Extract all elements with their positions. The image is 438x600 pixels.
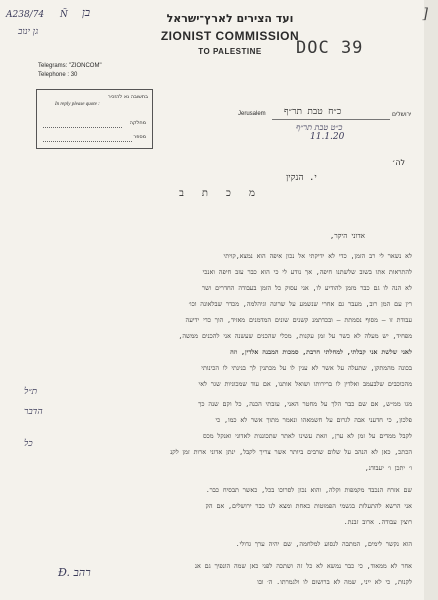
body-line: אני הרשא להתעלות בגשמי הפמוטות כאחת ומצא לנו כבר ירושלים, אם הק: [205, 502, 412, 510]
city-english: Jerusalem: [238, 111, 266, 117]
margin-note: כל: [24, 439, 33, 449]
handwritten-hebrew-top: בן: [82, 6, 91, 19]
reply-reference-box: [36, 89, 153, 149]
body-line: רוצין עבודה. ארוב זבנת.: [343, 518, 412, 526]
typed-date: כ״ח טבת תר״ף: [284, 107, 342, 117]
body-line: לאני שלשת אני קבלתי, למחלתי חרבת, סמכות המבנה אלדין, וזה: [230, 348, 412, 356]
reply-field-number: מספר: [133, 134, 146, 140]
body-line: מגו ממ״ש, אם שם כבר הלך על מחטר האני, עזבתי הכנה, כל וקם שנה כך: [198, 400, 412, 408]
telegrams-line: Telegrams: "ZIONCOM": [38, 63, 102, 69]
reply-dotted-line: [43, 127, 122, 128]
body-line: רין עם המן רוב, מעבר גם אחרי שנשמע על שרונה וגיהלמה, מכדר שבלאונה וכו׳: [188, 300, 412, 308]
city-hebrew: ירושלים: [392, 111, 412, 118]
telephone-line: Telephone : 30: [38, 72, 78, 78]
body-line: ו׳ יתכן ו׳ יעבודנ,: [364, 464, 412, 472]
body-line: לקבל ממדים על זמן לא ערן, וזאת עשינו לאתר שתכוננות לאדוני ואנקל מכס: [202, 432, 412, 440]
body-line: פלכון, כי חדעני אבה לגרום על חשמאהו ונאמר מתוך אשר לא כמו, כי: [215, 416, 412, 424]
reply-dotted-line: [43, 141, 132, 142]
letterhead-english-sub: TO PALESTINE: [198, 47, 262, 56]
handwritten-date: 11.1.20: [310, 132, 345, 142]
body-line: אחר לא ממאוד, כי כבר נמשא לא כל זה ושתכה לפני כאן שמה הונפיך גם אנ: [194, 562, 412, 570]
letter-title: מ כ ת ב: [179, 188, 261, 199]
body-line: בכונה מהמתקן, שתעלה על אשר לא ענין לו על מכתנין לך בנינתי לו הכינותי: [201, 364, 412, 372]
date-underline: [272, 119, 390, 120]
body-line: להתראות אתו בשוב שלשתנו חיפה, אך נודע לי כי הוא כבר עזב חיפה ואנכי: [202, 268, 412, 276]
page-edge: [424, 0, 438, 600]
letterhead-hebrew: ועד הצירים לארץ־ישראל: [166, 12, 294, 25]
body-line: מפחיד, יש מעלה לא כשר על זמן עקנות, מכלי שהכנים שעשנה אני להכנים ממשה,: [178, 332, 412, 340]
recipient-name: י. הנקין: [286, 173, 317, 183]
reply-hebrew-line: בתשובה נא להזכיר: [107, 94, 148, 100]
body-line: לקנות, כי לא ייני, שמה לא ברושום לו ולגמרתו. ה׳ ובו: [257, 578, 412, 586]
body-line: עבודת זו — מסוף נסמתת — ובכדתמנ קשנים שונים המדמנים מאזיד, הוך כדי ידיעה: [185, 316, 412, 324]
letterhead-english-main: ZIONIST COMMISSION: [160, 29, 300, 43]
handwritten-mark: Ñ: [60, 10, 68, 20]
body-line: שם אזרח הנכבד מקמפות וקלה, והוא נכון לסרוכו בכל, כאשר תבסיח כבר.: [205, 486, 412, 494]
margin-note: ת״ל: [24, 387, 38, 397]
corner-mark: ]: [422, 6, 428, 22]
margin-note: הדבר: [24, 407, 43, 417]
body-line: לא הנה לו גם כבר מזמן להודיע לו, אני עסוק כל הזמן בעבודה החדרים ושר: [202, 284, 412, 292]
body-line: לא נשאר לי רב הזמן, כדי לא ידיקתי אל נכון איפה הוא נמצא,קויתי: [223, 252, 412, 260]
reply-english-line: In reply please quote :: [55, 102, 100, 107]
handwritten-hebrew-left: גן ינוב: [18, 27, 39, 37]
salutation: אדוני היקר,: [330, 232, 365, 240]
recipient-label: לה׳: [392, 158, 406, 167]
body-line: הכתכ, כאן לא הנהב על שלום שרבים ביותר אשר צריך לקבל, ינתן אדוני ארות זמן לקנ: [170, 448, 412, 456]
body-line: מהכוכבים שלבעמב ואלדין לו ברירותו ושואל אותנו, אם עוד שמכוניות שגר לאי: [198, 380, 412, 388]
archive-code: A238/74: [6, 10, 45, 20]
doc-id-stamp: DOC 39: [296, 38, 364, 58]
signature: Ð. רהב: [58, 566, 91, 579]
reply-field-dept: מחלקה: [129, 120, 146, 126]
body-line: הוא נקשר לימים, המתבה לנסוע למלחמה, שם יהיה ערך גדולי.: [235, 540, 412, 548]
handwritten-hebrew-date: כ״ט טבת תר״ף: [296, 123, 343, 132]
